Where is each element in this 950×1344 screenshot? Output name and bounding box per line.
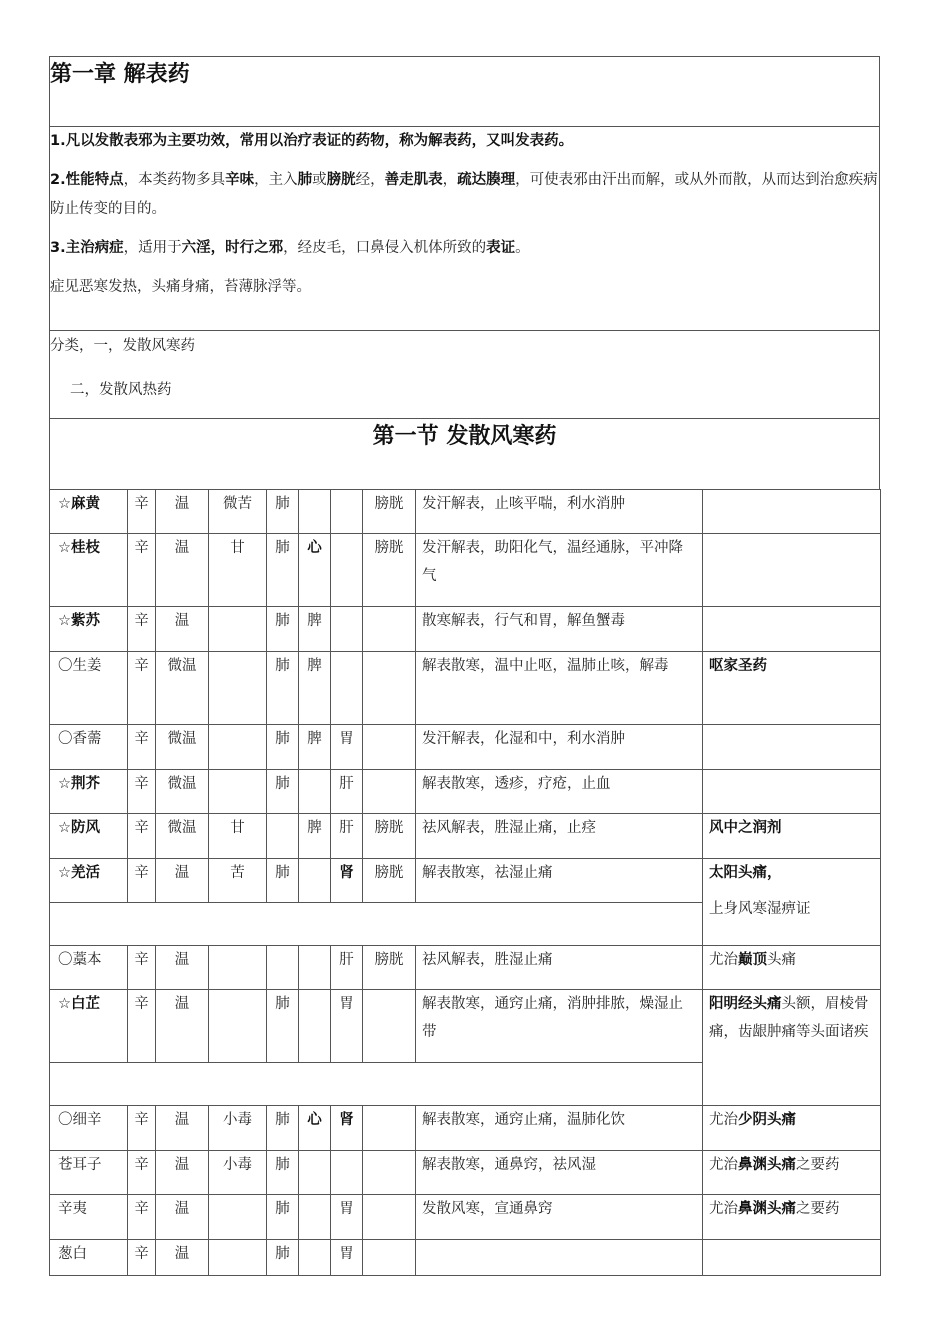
meridian-bladder	[363, 1106, 416, 1151]
meridian-lung	[267, 946, 299, 990]
intro-properties-segment: 膀胱	[326, 172, 356, 188]
herb-effect: 发汗解表，止咳平喘，利水消肿	[416, 490, 703, 534]
table-row	[50, 990, 881, 1063]
meridian-bladder	[363, 1151, 416, 1195]
herb-flavor: 辛	[128, 1240, 156, 1276]
meridian-lung: 肺	[267, 770, 299, 814]
herb-name: 苍耳子	[50, 1151, 128, 1195]
intro-properties-segment: ，本类药物多具	[123, 172, 226, 188]
spacer-cell	[50, 1063, 703, 1106]
herb-nature: 温	[156, 490, 209, 534]
intro-properties-segment: ，主入	[254, 172, 298, 188]
meridian-3: 胃	[331, 1195, 363, 1240]
herb-flavor: 辛	[128, 534, 156, 607]
meridian-bladder	[363, 770, 416, 814]
herb-note-segment: 阳明经头痛	[709, 996, 782, 1012]
herb-effect: 解表散寒，通窍止痛，温肺化饮	[416, 1106, 703, 1151]
meridian-3	[331, 1151, 363, 1195]
intro-indications-segment: ，适用于	[123, 240, 182, 256]
classification-section	[50, 331, 880, 419]
meridian-bladder: 膀胱	[363, 490, 416, 534]
herb-flavor: 辛	[128, 490, 156, 534]
herb-note-segment: 上身风寒湿痹证	[709, 901, 811, 917]
classification-line-2: 二，发散风热药	[70, 382, 172, 398]
herb-note	[703, 725, 881, 770]
herb-note	[703, 1106, 881, 1151]
meridian-bladder	[363, 990, 416, 1063]
table-row	[50, 1195, 881, 1240]
intro-properties-segment: 辛味	[225, 172, 255, 188]
herb-flavor: 辛	[128, 652, 156, 725]
intro-properties-segment: 肺	[297, 172, 313, 188]
herb-effect: 散寒解表，行气和胃，解鱼蟹毒	[416, 607, 703, 652]
herb-extra-flavor	[209, 770, 267, 814]
herb-nature: 微温	[156, 770, 209, 814]
herb-extra-flavor: 甘	[209, 814, 267, 859]
meridian-lung: 肺	[267, 990, 299, 1063]
herb-name: ☆防风	[50, 814, 128, 859]
herb-extra-flavor	[209, 990, 267, 1063]
herb-note	[703, 534, 881, 607]
herb-nature: 温	[156, 534, 209, 607]
herb-nature: 温	[156, 859, 209, 903]
herb-flavor: 辛	[128, 607, 156, 652]
herb-note-segment: 尤治	[709, 1157, 738, 1173]
table-row	[50, 946, 881, 990]
intro-properties-segment: ，	[442, 172, 458, 188]
chapter-title: 第一章 解表药	[50, 57, 880, 127]
herb-note-segment: 头额，眉棱骨痛，齿龈肿痛等头面诸疾	[709, 996, 869, 1040]
herb-flavor: 辛	[128, 725, 156, 770]
herb-note-segment: 风中之润剂	[709, 820, 782, 836]
intro-properties-segment: 疏达腠理	[457, 172, 516, 188]
herb-note	[703, 946, 881, 990]
herb-name: ☆麻黄	[50, 490, 128, 534]
herb-extra-flavor	[209, 607, 267, 652]
meridian-2: 脾	[299, 652, 331, 725]
meridian-bladder	[363, 607, 416, 652]
meridian-3: 肾	[331, 859, 363, 903]
meridian-2: 心	[299, 534, 331, 607]
herb-note	[703, 607, 881, 652]
intro-properties-segment: 或	[312, 172, 327, 188]
herb-name: 〇细辛	[50, 1106, 128, 1151]
table-row	[50, 1151, 881, 1195]
meridian-2	[299, 859, 331, 903]
herb-note	[703, 859, 881, 946]
meridian-bladder	[363, 652, 416, 725]
meridian-bladder: 膀胱	[363, 859, 416, 903]
herb-name: ☆羌活	[50, 859, 128, 903]
meridian-lung: 肺	[267, 859, 299, 903]
spacer-cell	[50, 903, 703, 946]
table-row	[50, 814, 881, 859]
herb-effect: 发散风寒，宣通鼻窍	[416, 1195, 703, 1240]
meridian-lung: 肺	[267, 1240, 299, 1276]
herb-flavor: 辛	[128, 946, 156, 990]
intro-indications	[50, 234, 879, 263]
intro-indications-segment: 六淫，时行之邪	[181, 240, 284, 256]
herb-note-segment: 呕家圣药	[709, 658, 767, 674]
herb-nature: 微温	[156, 814, 209, 859]
herb-extra-flavor	[209, 652, 267, 725]
table-row	[50, 1240, 881, 1276]
herb-flavor: 辛	[128, 1151, 156, 1195]
table-row	[50, 490, 881, 534]
intro-indications-segment: 表证	[486, 240, 516, 256]
herb-extra-flavor	[209, 946, 267, 990]
table-row	[50, 859, 881, 903]
herb-note-segment: 尤治	[709, 952, 738, 968]
herb-name: ☆紫苏	[50, 607, 128, 652]
herb-note	[703, 990, 881, 1106]
herb-note-segment: 太阳头痛，	[709, 865, 782, 881]
herb-flavor: 辛	[128, 990, 156, 1063]
herb-note-segment: 之要药	[796, 1157, 840, 1173]
table-row	[50, 725, 881, 770]
table-row	[50, 607, 881, 652]
herb-note	[703, 814, 881, 859]
meridian-bladder: 膀胱	[363, 534, 416, 607]
meridian-2	[299, 770, 331, 814]
meridian-lung: 肺	[267, 1106, 299, 1151]
meridian-3: 肝	[331, 814, 363, 859]
meridian-3	[331, 534, 363, 607]
intro-properties	[50, 166, 879, 224]
herb-nature: 微温	[156, 725, 209, 770]
herb-effect: 发汗解表，助阳化气，温经通脉，平冲降气	[416, 534, 703, 607]
herb-extra-flavor: 微苦	[209, 490, 267, 534]
intro-indications-segment: 。	[515, 240, 530, 256]
herb-extra-flavor	[209, 725, 267, 770]
meridian-2	[299, 1195, 331, 1240]
intro-properties-segment: 经，	[355, 172, 385, 188]
meridian-2: 脾	[299, 725, 331, 770]
herb-name: ☆白芷	[50, 990, 128, 1063]
meridian-2: 脾	[299, 607, 331, 652]
herb-nature: 温	[156, 607, 209, 652]
herb-name: 〇生姜	[50, 652, 128, 725]
herb-nature: 温	[156, 1106, 209, 1151]
meridian-2: 心	[299, 1106, 331, 1151]
herb-note	[703, 1195, 881, 1240]
herb-name: 辛夷	[50, 1195, 128, 1240]
meridian-2	[299, 1240, 331, 1276]
meridian-3: 肝	[331, 946, 363, 990]
herb-note	[703, 490, 881, 534]
document-frame	[49, 56, 880, 1276]
herb-note-segment: 尤治	[709, 1112, 738, 1128]
herb-extra-flavor	[209, 1240, 267, 1276]
meridian-bladder	[363, 1240, 416, 1276]
meridian-3: 肾	[331, 1106, 363, 1151]
intro-properties-segment: ，可使表邪由汗出而解，或从外而散，从而达到治愈疾病防止传变的目的。	[50, 172, 878, 217]
meridian-lung: 肺	[267, 534, 299, 607]
herb-name: 〇藁本	[50, 946, 128, 990]
herb-note-segment: 鼻渊头痛	[738, 1157, 796, 1173]
meridian-3	[331, 652, 363, 725]
meridian-2	[299, 490, 331, 534]
meridian-3: 胃	[331, 990, 363, 1063]
herb-name: ☆桂枝	[50, 534, 128, 607]
herb-table	[49, 489, 881, 1276]
herb-effect: 解表散寒，通鼻窍，祛风湿	[416, 1151, 703, 1195]
herb-flavor: 辛	[128, 1195, 156, 1240]
herb-nature: 温	[156, 946, 209, 990]
meridian-lung: 肺	[267, 1195, 299, 1240]
table-row	[50, 652, 881, 725]
section-title: 第一节 发散风寒药	[50, 419, 880, 490]
herb-effect: 解表散寒，通窍止痛，消肿排脓，燥湿止带	[416, 990, 703, 1063]
meridian-lung: 肺	[267, 1151, 299, 1195]
meridian-2	[299, 990, 331, 1063]
table-row	[50, 1106, 881, 1151]
herb-flavor: 辛	[128, 770, 156, 814]
table-row	[50, 770, 881, 814]
herb-nature: 温	[156, 1240, 209, 1276]
herb-extra-flavor: 甘	[209, 534, 267, 607]
herb-note-segment: 巅顶	[738, 952, 767, 968]
herb-extra-flavor	[209, 1195, 267, 1240]
meridian-2: 脾	[299, 814, 331, 859]
herb-nature: 温	[156, 1151, 209, 1195]
intro-properties-segment: 善走肌表	[384, 172, 443, 188]
herb-effect: 祛风解表，胜湿止痛，止痉	[416, 814, 703, 859]
meridian-lung: 肺	[267, 607, 299, 652]
meridian-bladder	[363, 1195, 416, 1240]
herb-effect: 解表散寒，祛湿止痛	[416, 859, 703, 903]
herb-extra-flavor: 小毒	[209, 1151, 267, 1195]
herb-nature: 温	[156, 990, 209, 1063]
herb-effect: 解表散寒，透疹，疗疮，止血	[416, 770, 703, 814]
herb-note-segment: 头痛	[767, 952, 796, 968]
herb-effect: 祛风解表，胜湿止痛	[416, 946, 703, 990]
meridian-bladder: 膀胱	[363, 946, 416, 990]
herb-note	[703, 770, 881, 814]
meridian-3	[331, 607, 363, 652]
intro-symptoms: 症见恶寒发热，头痛身痛，苔薄脉浮等。	[50, 279, 311, 295]
herb-effect	[416, 1240, 703, 1276]
herb-name: ☆荆芥	[50, 770, 128, 814]
herb-note-segment: 尤治	[709, 1201, 738, 1217]
herb-nature: 微温	[156, 652, 209, 725]
intro-section	[50, 127, 880, 331]
intro-indications-segment: ，经皮毛，口鼻侵入机体所致的	[283, 240, 487, 256]
meridian-3	[331, 490, 363, 534]
herb-note-segment: 之要药	[796, 1201, 840, 1217]
herb-extra-flavor: 苦	[209, 859, 267, 903]
table-row	[50, 534, 881, 607]
meridian-lung: 肺	[267, 652, 299, 725]
meridian-lung	[267, 814, 299, 859]
meridian-2	[299, 1151, 331, 1195]
classification-line-1: 分类，一，发散风寒药	[50, 338, 195, 354]
meridian-3: 胃	[331, 1240, 363, 1276]
herb-note	[703, 1240, 881, 1276]
herb-flavor: 辛	[128, 859, 156, 903]
herb-extra-flavor: 小毒	[209, 1106, 267, 1151]
meridian-2	[299, 946, 331, 990]
herb-name: 〇香薷	[50, 725, 128, 770]
header-table	[49, 56, 880, 490]
intro-definition: 1.凡以发散表邪为主要功效，常用以治疗表证的药物，称为解表药，又叫发表药。	[50, 133, 574, 149]
herb-note-segment: 鼻渊头痛	[738, 1201, 796, 1217]
herb-name: 葱白	[50, 1240, 128, 1276]
herb-nature: 温	[156, 1195, 209, 1240]
intro-indications-segment: 3.主治病症	[50, 240, 124, 256]
meridian-bladder	[363, 725, 416, 770]
meridian-3: 胃	[331, 725, 363, 770]
meridian-bladder: 膀胱	[363, 814, 416, 859]
herb-flavor: 辛	[128, 814, 156, 859]
herb-effect: 解表散寒，温中止呕，温肺止咳，解毒	[416, 652, 703, 725]
herb-note-segment: 少阴头痛	[738, 1112, 796, 1128]
herb-note	[703, 1151, 881, 1195]
meridian-3: 肝	[331, 770, 363, 814]
herb-flavor: 辛	[128, 1106, 156, 1151]
herb-note	[703, 652, 881, 725]
meridian-lung: 肺	[267, 725, 299, 770]
meridian-lung: 肺	[267, 490, 299, 534]
herb-effect: 发汗解表，化湿和中，利水消肿	[416, 725, 703, 770]
intro-properties-segment: 2.性能特点	[50, 172, 124, 188]
